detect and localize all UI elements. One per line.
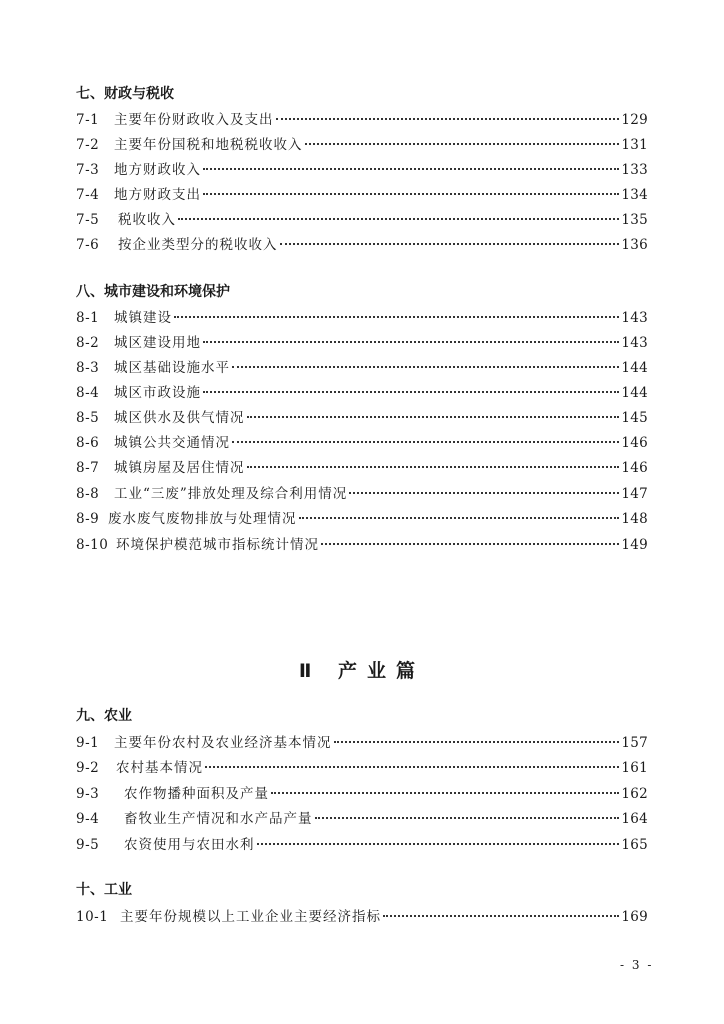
toc-entry-title: 废水废气废物排放与处理情况 (108, 511, 297, 527)
section-heading-industry: 十、工业 (76, 882, 132, 898)
toc-entry-page: 143 (621, 310, 648, 326)
toc-entry-title: 城区市政设施 (114, 385, 201, 401)
toc-entry-page: 144 (621, 360, 648, 376)
toc-entry-page: 161 (621, 760, 648, 776)
leader-dots (203, 341, 619, 343)
toc-entry-9-2[interactable] (76, 758, 648, 778)
toc-entry-page: 131 (621, 137, 648, 153)
toc-entry-8-2[interactable] (76, 333, 648, 353)
leader-dots (203, 168, 619, 170)
toc-entry-page: 143 (621, 335, 648, 351)
toc-entry-8-9[interactable] (76, 509, 648, 529)
toc-entry-9-5[interactable] (76, 835, 648, 855)
toc-entry-number: 8-8 (76, 486, 100, 502)
toc-entry-9-4[interactable] (76, 809, 648, 829)
toc-entry-page: 149 (621, 537, 648, 553)
leader-dots (247, 466, 620, 468)
leader-dots (305, 143, 620, 145)
toc-entry-number: 9-4 (76, 811, 100, 827)
toc-entry-page: 164 (621, 811, 648, 827)
toc-entry-number: 8-6 (76, 435, 100, 451)
toc-entry-page: 133 (621, 162, 648, 178)
toc-entry-number: 7-2 (76, 137, 100, 153)
toc-entry-title: 农资使用与农田水利 (124, 837, 255, 853)
toc-entry-title: 主要年份国税和地税税收收入 (114, 137, 303, 153)
toc-entry-page: 162 (621, 786, 648, 802)
toc-entry-number: 8-3 (76, 360, 100, 376)
toc-entry-9-1[interactable] (76, 733, 648, 753)
toc-entry-8-6[interactable] (76, 433, 648, 453)
toc-entry-title: 城区基础设施水平 (114, 360, 230, 376)
toc-entry-number: 7-1 (76, 112, 100, 128)
toc-entry-number: 10-1 (76, 909, 109, 925)
toc-entry-page: 134 (621, 187, 648, 203)
toc-entry-page: 145 (621, 410, 648, 426)
leader-dots (334, 741, 620, 743)
toc-entry-8-10[interactable] (76, 535, 648, 555)
leader-dots (205, 766, 619, 768)
toc-entry-page: 136 (621, 237, 648, 253)
toc-entry-number: 8-5 (76, 410, 100, 426)
leader-dots (349, 492, 619, 494)
leader-dots (321, 543, 619, 545)
toc-entry-number: 9-5 (76, 837, 100, 853)
toc-entry-8-7[interactable] (76, 458, 648, 478)
toc-entry-8-8[interactable] (76, 484, 648, 504)
toc-entry-page: 147 (621, 486, 648, 502)
leader-dots (174, 316, 619, 318)
toc-entry-8-1[interactable] (76, 308, 648, 328)
toc-entry-title: 税收收入 (118, 212, 176, 228)
leader-dots (271, 792, 619, 794)
toc-entry-page: 129 (621, 112, 648, 128)
toc-entry-7-5[interactable] (76, 210, 648, 230)
toc-entry-number: 7-4 (76, 187, 100, 203)
toc-entry-number: 8-4 (76, 385, 100, 401)
toc-entry-7-4[interactable] (76, 185, 648, 205)
toc-entry-title: 主要年份规模以上工业企业主要经济指标 (120, 909, 381, 925)
section-heading-finance-tax: 七、财政与税收 (76, 86, 174, 102)
toc-entry-page: 135 (621, 212, 648, 228)
toc-entry-8-3[interactable] (76, 358, 648, 378)
toc-entry-number: 8-1 (76, 310, 100, 326)
toc-entry-7-6[interactable] (76, 235, 648, 255)
leader-dots (232, 366, 619, 368)
toc-entry-title: 农作物播种面积及产量 (124, 786, 269, 802)
toc-entry-8-4[interactable] (76, 383, 648, 403)
toc-entry-number: 8-9 (76, 511, 100, 527)
toc-entry-number: 7-6 (76, 237, 100, 253)
toc-entry-7-1[interactable] (76, 110, 648, 130)
part-title: Ⅱ 产业篇 (298, 660, 426, 682)
toc-entry-number: 8-2 (76, 335, 100, 351)
toc-entry-title: 城区建设用地 (114, 335, 201, 351)
toc-entry-number: 8-10 (76, 537, 109, 553)
toc-entry-title: 工业“三废”排放处理及综合利用情况 (114, 486, 348, 502)
toc-entry-title: 主要年份财政收入及支出 (114, 112, 274, 128)
toc-entry-title: 地方财政收入 (114, 162, 201, 178)
toc-entry-page: 148 (621, 511, 648, 527)
toc-entry-7-3[interactable] (76, 160, 648, 180)
toc-entry-8-5[interactable] (76, 408, 648, 428)
leader-dots (203, 391, 619, 393)
leader-dots (203, 193, 619, 195)
leader-dots (257, 843, 620, 845)
leader-dots (178, 218, 619, 220)
toc-entry-page: 157 (621, 735, 648, 751)
toc-entry-title: 农村基本情况 (116, 760, 203, 776)
leader-dots (232, 441, 619, 443)
toc-entry-title: 地方财政支出 (114, 187, 201, 203)
toc-entry-title: 环境保护模范城市指标统计情况 (116, 537, 319, 553)
toc-entry-title: 城镇房屋及居住情况 (114, 460, 245, 476)
section-heading-urban-environment: 八、城市建设和环境保护 (76, 284, 230, 300)
toc-entry-7-2[interactable] (76, 135, 648, 155)
toc-entry-page: 169 (621, 909, 648, 925)
toc-entry-title: 畜牧业生产情况和水产品产量 (124, 811, 313, 827)
page-number: - 3 - (620, 958, 654, 972)
toc-entry-number: 7-3 (76, 162, 100, 178)
toc-entry-number: 9-1 (76, 735, 100, 751)
toc-entry-number: 8-7 (76, 460, 100, 476)
toc-entry-title: 城镇建设 (114, 310, 172, 326)
leader-dots (383, 915, 619, 917)
leader-dots (315, 817, 620, 819)
toc-entry-title: 城区供水及供气情况 (114, 410, 245, 426)
toc-entry-page: 165 (621, 837, 648, 853)
leader-dots (299, 517, 620, 519)
toc-entry-page: 144 (621, 385, 648, 401)
leader-dots (247, 416, 620, 418)
toc-entry-9-3[interactable] (76, 784, 648, 804)
toc-entry-page: 146 (621, 460, 648, 476)
leader-dots (276, 118, 620, 120)
section-heading-agriculture: 九、农业 (76, 708, 132, 724)
toc-entry-10-1[interactable] (76, 907, 648, 927)
toc-entry-number: 7-5 (76, 212, 100, 228)
toc-entry-title: 按企业类型分的税收收入 (118, 237, 278, 253)
leader-dots (280, 243, 620, 245)
toc-entry-number: 9-3 (76, 786, 100, 802)
toc-entry-number: 9-2 (76, 760, 100, 776)
toc-entry-title: 主要年份农村及农业经济基本情况 (114, 735, 332, 751)
toc-entry-title: 城镇公共交通情况 (114, 435, 230, 451)
toc-entry-page: 146 (621, 435, 648, 451)
